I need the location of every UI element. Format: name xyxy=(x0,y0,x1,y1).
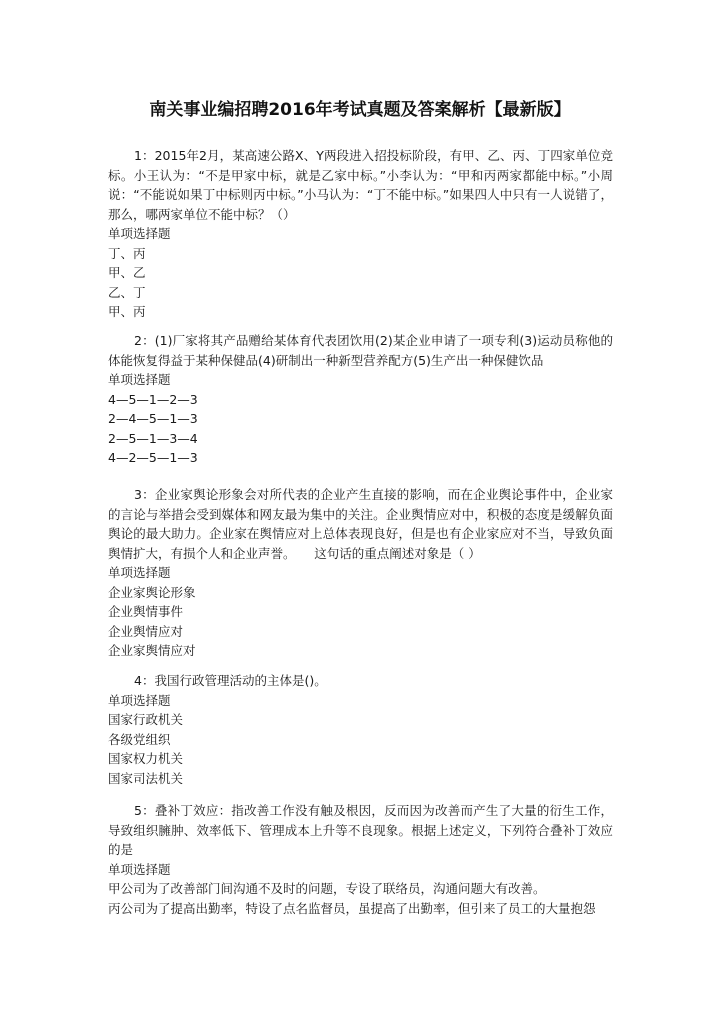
option-list xyxy=(108,244,613,322)
question-type: 单项选择题 xyxy=(108,861,171,877)
option-item[interactable]: 各级党组织 xyxy=(108,731,171,747)
option-list xyxy=(108,879,613,918)
question-stem: 3：企业家舆论形象会对所代表的企业产生直接的影响，而在企业舆论事件中，企业家的言论与举措会受到媒体和网友最为集中的关注。企业舆情应对中，积极的态度是缓解负面舆论的最大助力。企业家在舆情应对上总体表现良好，但是也有企业家应对不当，导致负面舆情扩大，有损个人和企业声誉。 这句话的重点阐述对象是（ ） xyxy=(108,487,613,561)
option-item[interactable]: 4—5—1—2—3 xyxy=(108,391,198,407)
option-item[interactable]: 2—5—1—3—4 xyxy=(108,430,198,446)
question-stem: 1：2015年2月，某高速公路X、Y两段进入招投标阶段，有甲、乙、丙、丁四家单位竞标。小王认为：“不是甲家中标，就是乙家中标。”小李认为：“甲和丙两家都能中标。”小周说：“不能说如果丁中标则丙中标。”小马认为：“丁不能中标。”如果四人中只有一人说错了，那么，哪两家单位不能中标？（） xyxy=(108,148,613,222)
question-type: 单项选择题 xyxy=(108,565,171,580)
option-item[interactable]: 4—2—5—1—3 xyxy=(108,450,198,465)
question-2 xyxy=(108,331,613,468)
question-5 xyxy=(108,801,613,918)
option-item[interactable]: 丁、丙 xyxy=(108,245,146,261)
option-item[interactable]: 企业家舆情应对 xyxy=(108,643,196,658)
question-type: 单项选择题 xyxy=(108,692,171,708)
option-list xyxy=(108,390,613,468)
question-1 xyxy=(108,146,613,322)
option-item[interactable]: 国家司法机关 xyxy=(108,770,184,786)
question-stem: 4：我国行政管理活动的主体是()。 xyxy=(134,673,327,688)
question-4 xyxy=(108,671,613,788)
option-item[interactable]: 企业舆情事件 xyxy=(108,604,184,619)
option-item[interactable]: 国家行政机关 xyxy=(108,712,184,727)
question-type: 单项选择题 xyxy=(108,372,171,387)
question-3 xyxy=(108,485,613,661)
option-item[interactable]: 甲、丙 xyxy=(108,304,146,319)
option-item[interactable]: 甲公司为了改善部门间沟通不及时的问题，专设了联络员，沟通问题大有改善。 xyxy=(108,881,546,896)
document-title: 南关事业编招聘2016年考试真题及答案解析【最新版】 xyxy=(149,100,571,120)
option-item[interactable]: 企业家舆论形象 xyxy=(108,584,196,600)
question-stem: 5：叠补丁效应：指改善工作没有触及根因，反而因为改善而产生了大量的衍生工作，导致组织臃肿、效率低下、管理成本上升等不良现象。根据上述定义，下列符合叠补丁效应的是 xyxy=(108,803,613,857)
option-item[interactable]: 甲、乙 xyxy=(108,265,146,280)
option-list xyxy=(108,583,613,661)
option-item[interactable]: 丙公司为了提高出勤率，特设了点名监督员，虽提高了出勤率，但引来了员工的大量抱怨 xyxy=(108,900,596,916)
option-item[interactable]: 国家权力机关 xyxy=(108,751,184,766)
option-list xyxy=(108,710,613,788)
option-item[interactable]: 企业舆情应对 xyxy=(108,623,184,639)
option-item[interactable]: 2—4—5—1—3 xyxy=(108,411,198,426)
question-stem: 2：(1)厂家将其产品赠给某体育代表团饮用(2)某企业申请了一项专利(3)运动员称他的体能恢复得益于某种保健品(4)研制出一种新型营养配方(5)生产出一种保健饮品 xyxy=(108,333,613,368)
question-type: 单项选择题 xyxy=(108,226,171,241)
option-item[interactable]: 乙、丁 xyxy=(108,284,146,300)
